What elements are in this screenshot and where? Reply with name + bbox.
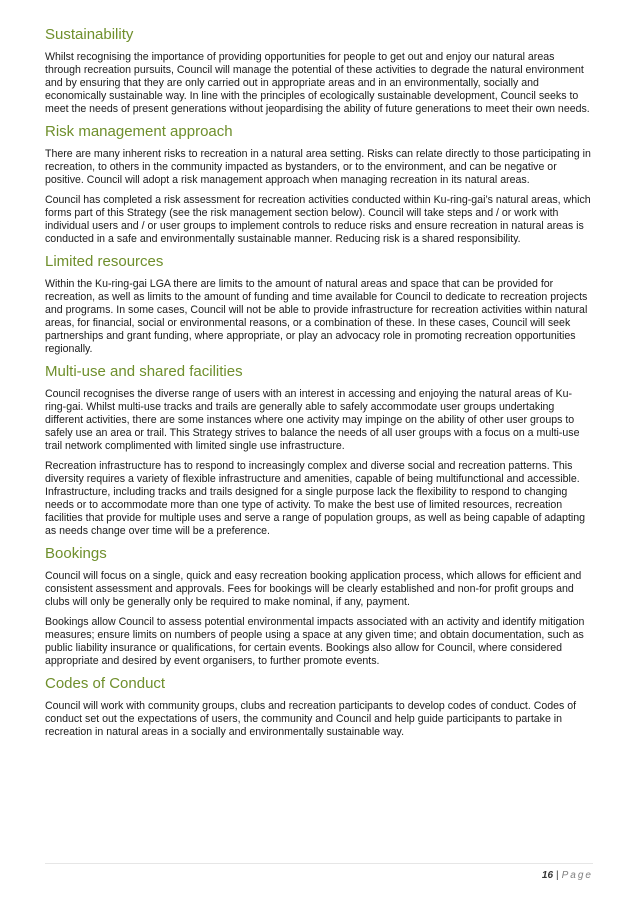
- section-heading: Codes of Conduct: [45, 675, 166, 692]
- page-label: Page: [561, 870, 593, 881]
- paragraph: Recreation infrastructure has to respond to increasingly complex and diverse social and recreation patterns. This diversity requires a variety of flexible infrastructure and amenities, capable of being multifunctional and accessible. Infrastructure, including tracks and trails designed for a single purpose lack the flexibility to respond to changing needs or to accommodate more than one type of activity. To make the best use of limited resources, recreation facilities that provide for multiple uses and serve a range of population groups, as well as being capable of adapting as needs change over time will be a preference.: [45, 460, 586, 537]
- section-heading: Multi-use and shared facilities: [45, 363, 243, 380]
- paragraph: Council recognises the diverse range of users with an interest in accessing and enjoying the natural areas of Ku-ring-gai. Whilst multi-use tracks and trails are generally able to safely accommodate user groups undertaking different activities, there are some instances where one activity may impinge on the ability of other user groups to safely use an area or trail. This Strategy strives to balance the needs of all user groups with a focus on a multi-use trail network complimented with limited single use infrastructure.: [45, 388, 580, 452]
- paragraph: Council will work with community groups, clubs and recreation participants to develop codes of conduct. Codes of conduct set out the expectations of users, the community and Council and help guide participants to partake in recreation in natural areas in a socially and environmentally sustainable way.: [45, 700, 577, 738]
- section-sustainability: [45, 26, 593, 116]
- section-heading: Bookings: [45, 545, 107, 562]
- section-bookings: [45, 545, 593, 668]
- paragraph: Bookings allow Council to assess potential environmental impacts associated with an activity and identify mitigation measures; ensure limits on numbers of people using a space at any given time; and obtain documentation, such as public liability insurance or qualifications, for certain events. Bookings also allow for Council, where considered appropriate and desired by event organisers, to further promote events.: [45, 616, 585, 667]
- paragraph: Within the Ku-ring-gai LGA there are limits to the amount of natural areas and space that can be provided for recreation, as well as limits to the amount of funding and time available for Council to dedicate to recreation projects and programs. In some cases, Council will not be able to provide infrastructure for recreation activities within natural areas, for financial, social or environmental reasons, or a combination of these. In these cases, Council will seek partnerships and grant funding, where appropriate, or play an advocacy role in promoting recreation opportunities regionally.: [45, 278, 588, 355]
- section-multi-use-facilities: [45, 363, 593, 538]
- section-heading: Risk management approach: [45, 123, 233, 140]
- paragraph: There are many inherent risks to recreation in a natural area setting. Risks can relate directly to those participating in recreation, to others in the community impacted as bystanders, or to the environment, and can be negative or positive. Council will adopt a risk management approach when managing recreation in its natural areas.: [45, 148, 591, 186]
- page-footer: [45, 863, 593, 881]
- section-heading: Sustainability: [45, 26, 134, 43]
- document-page: [45, 26, 593, 746]
- paragraph: Council has completed a risk assessment for recreation activities conducted within Ku-ring-gai’s natural areas, which forms part of this Strategy (see the risk management section below). Council will take steps and / or work with individual users and / or user groups to implement controls to reduce risks and ensure recreation in natural areas is conducted in a safe and environmentally sustainable manner. Reducing risk is a shared responsibility.: [45, 194, 591, 245]
- paragraph: Council will focus on a single, quick and easy recreation booking application process, which allows for efficient and consistent assessment and approvals. Fees for bookings will be clearly established and non-for profit groups and clubs will only be generally only be required to make nominal, if any, payment.: [45, 570, 582, 608]
- section-limited-resources: [45, 253, 593, 356]
- section-risk-management: [45, 123, 593, 246]
- section-codes-of-conduct: [45, 675, 593, 739]
- page-separator: |: [556, 870, 559, 881]
- paragraph: Whilst recognising the importance of providing opportunities for people to get out and enjoy our natural areas through recreation pursuits, Council will manage the potential of these activities to degrade the natural environment and by ensuring that they are only carried out in appropriate areas and in an environmentally, socially and economically sustainable way. In line with the principles of ecologically sustainable development, Council seeks to meet the needs of present generations without jeopardising the ability of future generations to meet their own needs.: [45, 51, 590, 115]
- section-heading: Limited resources: [45, 253, 164, 270]
- page-number: 16: [541, 870, 554, 881]
